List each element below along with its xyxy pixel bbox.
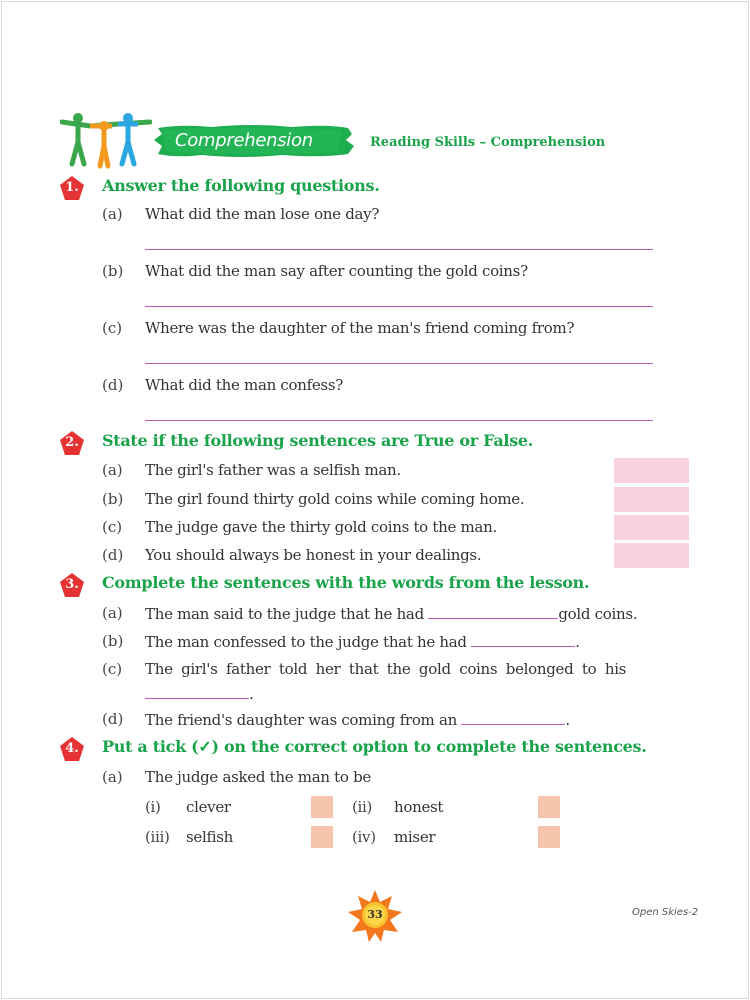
option-label: (i): [145, 798, 161, 816]
question-3-heading: Complete the sentences with the words from the lesson.: [102, 573, 590, 592]
item-label: (c): [102, 319, 123, 337]
question-number-badge: 1.: [60, 176, 84, 200]
children-logo-icon: [60, 112, 152, 170]
answer-line[interactable]: [145, 249, 653, 250]
item-label: (c): [102, 660, 123, 678]
item-label: (d): [102, 710, 124, 728]
sentence: The girl's father told her that the gold coins belonged to his: [145, 660, 627, 678]
sentence-continuation: .: [145, 684, 253, 703]
fill-in-blank[interactable]: [461, 710, 565, 725]
question-1-heading: Answer the following questions.: [102, 176, 380, 195]
question-text: What did the man say after counting the gold coins?: [145, 262, 528, 280]
option-text: miser: [394, 828, 436, 846]
question-2-heading: State if the following sentences are True or False.: [102, 431, 534, 450]
item-label: (b): [102, 490, 124, 508]
book-title: Open Skies-2: [632, 907, 699, 918]
tick-box[interactable]: [538, 826, 560, 848]
statement-text: The judge gave the thirty gold coins to the man.: [145, 518, 497, 536]
question-text: The judge asked the man to be: [145, 768, 371, 786]
question-text: What did the man confess?: [145, 376, 343, 394]
statement-text: The girl found thirty gold coins while coming home.: [145, 490, 525, 508]
question-number-badge: 4.: [60, 737, 84, 761]
option-label: (iii): [145, 828, 170, 846]
true-false-answer-box[interactable]: [614, 487, 689, 512]
option-text: clever: [186, 798, 231, 816]
fill-in-blank[interactable]: [471, 632, 575, 647]
page-number: 33: [367, 908, 383, 921]
question-4-heading: Put a tick (✓) on the correct option to complete the sentences.: [102, 737, 647, 756]
option-text: honest: [394, 798, 444, 816]
item-label: (b): [102, 632, 124, 650]
question-number-badge: 2.: [60, 431, 84, 455]
item-label: (c): [102, 518, 123, 536]
option-text: selfish: [186, 828, 233, 846]
item-label: (d): [102, 546, 124, 564]
sentence: The man said to the judge that he had gold coins.: [145, 605, 638, 623]
item-label: (a): [102, 461, 123, 479]
sentence: The man confessed to the judge that he had .: [145, 633, 580, 651]
sentence: The friend's daughter was coming from an .: [145, 711, 570, 729]
answer-line[interactable]: [145, 420, 653, 421]
answer-line[interactable]: [145, 363, 653, 364]
option-label: (ii): [352, 798, 373, 816]
tick-box[interactable]: [311, 826, 333, 848]
statement-text: You should always be honest in your dealings.: [145, 546, 482, 564]
true-false-answer-box[interactable]: [614, 543, 689, 568]
question-text: Where was the daughter of the man's friend coming from?: [145, 319, 575, 337]
tick-box[interactable]: [311, 796, 333, 818]
item-label: (a): [102, 205, 123, 223]
fill-in-blank[interactable]: [428, 604, 558, 619]
fill-in-blank[interactable]: [145, 684, 249, 699]
answer-line[interactable]: [145, 306, 653, 307]
statement-text: The girl's father was a selfish man.: [145, 461, 401, 479]
question-text: What did the man lose one day?: [145, 205, 380, 223]
section-subtitle: Reading Skills – Comprehension: [370, 135, 606, 150]
banner-title: Comprehension: [175, 130, 313, 151]
true-false-answer-box[interactable]: [614, 458, 689, 483]
item-label: (a): [102, 604, 123, 622]
question-number-badge: 3.: [60, 573, 84, 597]
option-label: (iv): [352, 828, 376, 846]
item-label: (d): [102, 376, 124, 394]
item-label: (a): [102, 768, 123, 786]
tick-box[interactable]: [538, 796, 560, 818]
true-false-answer-box[interactable]: [614, 515, 689, 540]
item-label: (b): [102, 262, 124, 280]
